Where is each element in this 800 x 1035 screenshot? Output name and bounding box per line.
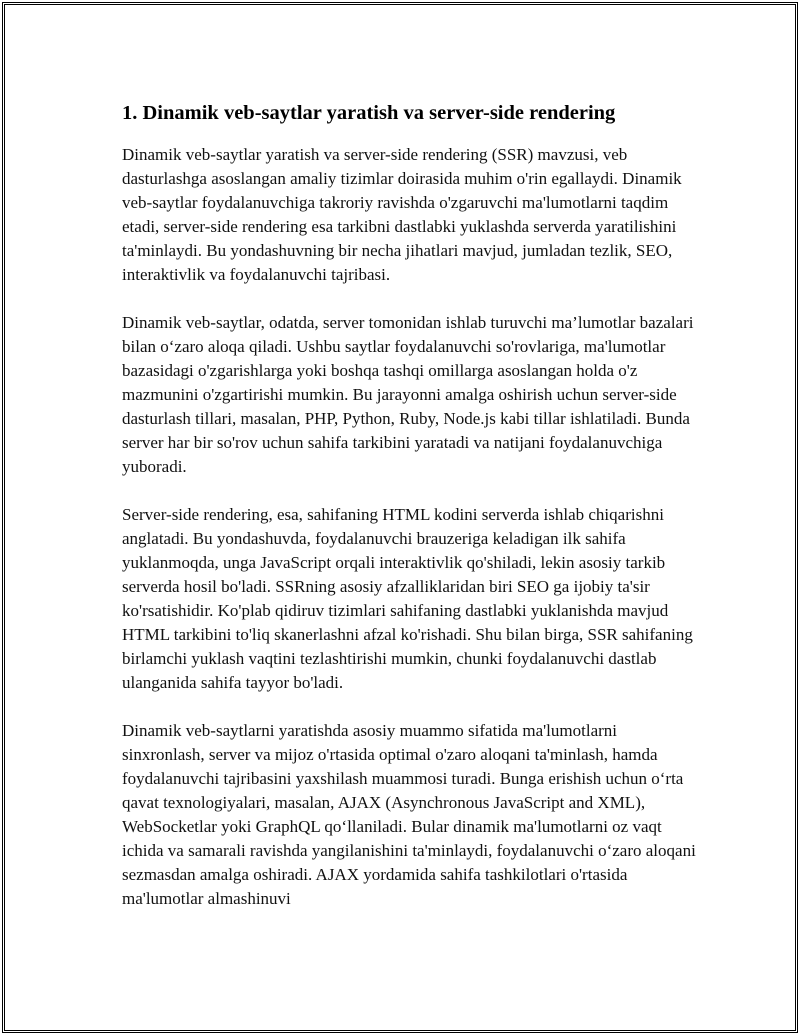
paragraph-intro: Dinamik veb-saytlar yaratish va server-side rendering (SSR) mavzusi, veb dasturlashga asoslangan amaliy tizimlar doirasida muhim o'rin egallaydi. Dinamik veb-saytlar foydalanuvchiga takroriy ravishda o'zgaruvchi ma'lumotlarni taqdim etadi, server-side rendering esa tarkibni dastlabki yuklashda serverda yaratilishini ta'minlaydi. Bu yondashuvning bir necha jihatlari mavjud, jumladan tezlik, SEO, interaktivlik va foydalanuvchi tajribasi. [122, 145, 682, 284]
paragraph-ssr: Server-side rendering, esa, sahifaning HTML kodini serverda ishlab chiqarishni anglatadi. Bu yondashuvda, foydalanuvchi brauzeriga keladigan ilk sahifa yuklanmoqda, unga JavaScript orqali interaktivlik qo'shiladi, lekin asosiy tarkib serverda hosil bo'ladi. SSRning asosiy afzalliklaridan biri SEO ga ijobiy ta'sir ko'rsatishidir. Ko'plab qidiruv tizimlari sahifaning dastlabki yuklanishda mavjud HTML tarkibini to'liq skanerlashni afzal ko'rishadi. Shu bilan birga, SSR sahifaning birlamchi yuklash vaqtini tezlashtirishi mumkin, chunki foydalanuvchi dastlab ulanganida sahifa tayyor bo'ladi. [122, 505, 693, 692]
page-frame [2, 2, 798, 1033]
section-heading: 1. Dinamik veb-saytlar yaratish va server-side rendering [122, 102, 616, 124]
paragraph-challenges: Dinamik veb-saytlarni yaratishda asosiy muammo sifatida ma'lumotlarni sinxronlash, server va mijoz o'rtasida optimal o'zaro aloqani ta'minlash, hamda foydalanuvchi tajribasini yaxshilash muammosi turadi. Bunga erishish uchun o‘rta qavat texnologiyalari, masalan, AJAX (Asynchronous JavaScript and XML), WebSocketlar yoki GraphQL qo‘llaniladi. Bular dinamik ma'lumotlarni oz vaqt ichida va samarali ravishda yangilanishini ta'minlaydi, foydalanuvchi o‘zaro aloqani sezmasdan amalga oshiradi. AJAX yordamida sahifa tashkilotlari o'rtasida ma'lumotlar almashinuvi [122, 721, 696, 908]
document-body [122, 101, 702, 935]
paragraph-dynamic-sites: Dinamik veb-saytlar, odatda, server tomonidan ishlab turuvchi ma’lumotlar bazalari bilan o‘zaro aloqa qiladi. Ushbu saytlar foydalanuvchi so'rovlariga, ma'lumotlar bazasidagi o'zgarishlarga yoki boshqa tashqi omillarga asoslangan holda o'z mazmunini o'zgartirishi mumkin. Bu jarayonni amalga oshirish uchun server-side dasturlash tillari, masalan, PHP, Python, Ruby, Node.js kabi tillar ishlatiladi. Bunda server har bir so'rov uchun sahifa tarkibini yaratadi va natijani foydalanuvchiga yuboradi. [122, 313, 694, 476]
